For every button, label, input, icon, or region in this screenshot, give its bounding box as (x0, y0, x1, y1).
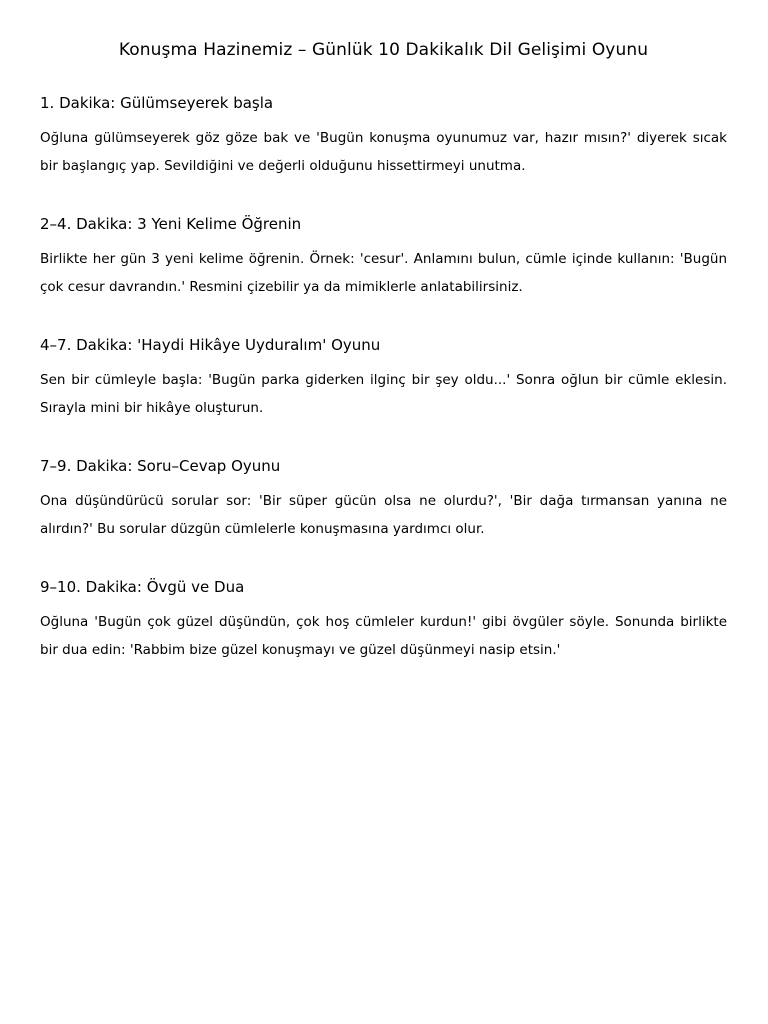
section-minute-9-10 (40, 577, 727, 664)
section-minute-2-4 (40, 214, 727, 301)
section-body: Oğluna 'Bugün çok güzel düşündün, çok hoş cümleler kurdun!' gibi övgüler söyle. Sonunda birlikte bir dua edin: 'Rabbim bize güzel konuşmayı ve güzel düşünmeyi nasip etsin.' (40, 614, 727, 658)
section-heading: 1. Dakika: Gülümseyerek başla (40, 94, 274, 112)
section-heading: 4–7. Dakika: 'Haydi Hikâye Uyduralım' Oyunu (40, 336, 381, 354)
section-minute-7-9 (40, 456, 727, 543)
section-heading: 2–4. Dakika: 3 Yeni Kelime Öğrenin (40, 215, 302, 233)
section-minute-1 (40, 93, 727, 180)
document-title: Konuşma Hazinemiz – Günlük 10 Dakikalık Dil Gelişimi Oyunu (118, 40, 649, 60)
section-heading: 7–9. Dakika: Soru–Cevap Oyunu (40, 457, 281, 475)
section-body: Birlikte her gün 3 yeni kelime öğrenin. Örnek: 'cesur'. Anlamını bulun, cümle içinde kullanın: 'Bugün çok cesur davrandın.' Resmini çizebilir ya da mimiklerle anlatabilirsiniz. (40, 251, 727, 295)
section-body: Ona düşündürücü sorular sor: 'Bir süper gücün olsa ne olurdu?', 'Bir dağa tırmansan yanına ne alırdın?' Bu sorular düzgün cümlelerle konuşmasına yardımcı olur. (40, 493, 727, 537)
section-body: Sen bir cümleyle başla: 'Bugün parka giderken ilginç bir şey oldu...' Sonra oğlun bir cümle eklesin. Sırayla mini bir hikâye oluşturun. (40, 372, 727, 416)
section-heading: 9–10. Dakika: Övgü ve Dua (40, 578, 245, 596)
section-body: Oğluna gülümseyerek göz göze bak ve 'Bugün konuşma oyunumuz var, hazır mısın?' diyerek sıcak bir başlangıç yap. Sevildiğini ve değerli olduğunu hissettirmeyi unutma. (40, 130, 727, 174)
section-minute-4-7 (40, 335, 727, 422)
